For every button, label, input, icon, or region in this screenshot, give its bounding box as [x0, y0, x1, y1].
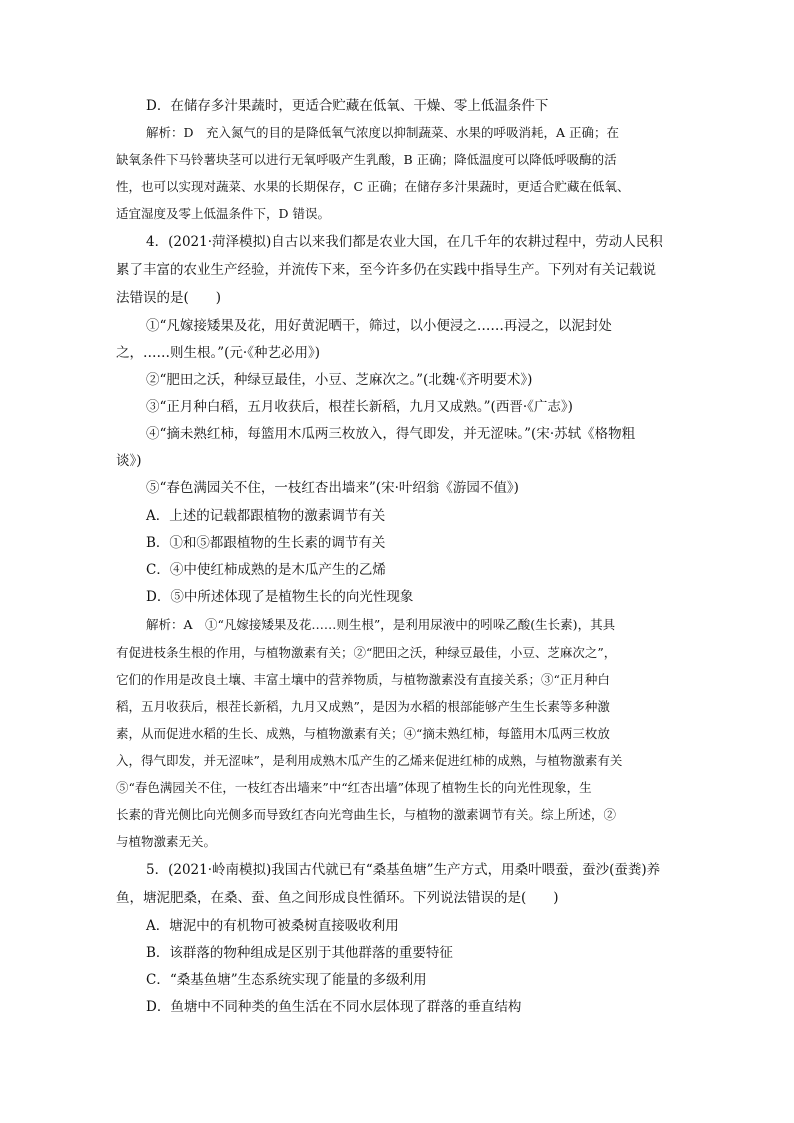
option-d-q3: D．在储存多汁果蔬时，更适合贮藏在低氧、干燥、零上低温条件下 [146, 98, 549, 114]
answer-q4-line-8: 长素的背光侧比向光侧多而导致红杏向光弯曲生长，与植物的激素调节有关。综上所述，② [116, 807, 617, 822]
question-5-stem-line-2: 鱼，塘泥肥桑，在桑、蚕、鱼之间形成良性循环。下列说法错误的是( ) [116, 890, 559, 906]
answer-q4-line-7: ⑤“春色满园关不住，一枝红杏出墙来”中“红杏出墙”体现了植物生长的向光性现象，生 [116, 780, 592, 795]
quote-4-line-2: 谈》) [116, 453, 142, 469]
answer-q4-line-5: 素，从而促进水稻的生长、成熟，与植物激素有关；④“摘未熟红柿，每篮用木瓜两三枚放 [116, 726, 610, 741]
quote-3: ③“正月种白稻，五月收获后，根茬长新稻，九月又成熟。”(西晋·《广志》) [146, 399, 573, 415]
answer-q4-line-6: 入，得气即发，并无涩味”，是利用成熟木瓜产生的乙烯来促进红柿的成熟，与植物激素有关 [116, 753, 623, 768]
option-b-q4: B．①和⑤都跟植物的生长素的调节有关 [146, 535, 386, 551]
quote-5: ⑤“春色满园关不住，一枝红杏出墙来”(宋·叶绍翁《游园不值》) [146, 480, 519, 496]
answer-q3-line-1: 解析：D 充入氮气的目的是降低氧气浓度以抑制蔬菜、水果的呼吸消耗，A 正确；在 [146, 125, 620, 140]
question-4-stem-line-3: 法错误的是( ) [116, 290, 222, 306]
quote-1-line-1: ①“凡嫁接矮果及花，用好黄泥晒干，筛过，以小便浸之……再浸之，以泥封处 [146, 318, 612, 334]
option-b-q5: B．该群落的物种组成是区别于其他群落的重要特征 [146, 945, 453, 961]
answer-q3-line-4: 适宜湿度及零上低温条件下，D 错误。 [116, 206, 330, 221]
option-c-q4: C．④中使红柿成熟的是木瓜产生的乙烯 [146, 562, 386, 578]
quote-2: ②“肥田之沃，种绿豆最佳，小豆、芝麻次之。”(北魏·《齐明要术》) [146, 372, 533, 388]
quote-1-line-2: 之，……则生根。”(元·《种艺必用》) [116, 345, 320, 361]
answer-q4-line-1: 解析：A ①“凡嫁接矮果及花……则生根”，是利用尿液中的吲哚乙酸(生长素)，其具 [146, 617, 616, 632]
option-d-q4: D．⑤中所述体现了是植物生长的向光性现象 [146, 589, 414, 605]
question-4-stem-line-1: 4．(2021·菏泽模拟)自古以来我们都是农业大国，在几千年的农耕过程中，劳动人民积 [146, 234, 663, 250]
answer-q4-line-4: 稻，五月收获后，根茬长新稻，九月又成熟”，是因为水稻的根部能够产生生长素等多种激 [116, 699, 610, 714]
question-4-stem-line-2: 累了丰富的农业生产经验，并流传下来，至今许多仍在实践中指导生产。下列对有关记载说 [116, 262, 656, 278]
option-a-q4: A．上述的记载都跟植物的激素调节有关 [146, 508, 386, 524]
option-d-q5: D．鱼塘中不同种类的鱼生活在不同水层体现了群落的垂直结构 [146, 999, 522, 1015]
answer-q3-line-3: 性，也可以实现对蔬菜、水果的长期保存，C 正确；在储存多汁果蔬时，更适合贮藏在低氧、 [116, 179, 630, 194]
answer-q4-line-2: 有促进枝条生根的作用，与植物激素有关；②“肥田之沃，种绿豆最佳，小豆、芝麻次之”， [116, 645, 617, 660]
answer-q3-line-2: 缺氧条件下马铃薯块茎可以进行无氧呼吸产生乳酸，B 正确；降低温度可以降低呼吸酶的活 [116, 152, 617, 167]
answer-q4-line-9: 与植物激素无关。 [116, 834, 217, 849]
answer-q4-line-3: 它们的作用是改良土壤、丰富土壤中的营养物质，与植物激素没有直接关系；③“正月种白 [116, 672, 610, 687]
option-a-q5: A．塘泥中的有机物可被桑树直接吸收利用 [146, 918, 399, 934]
option-c-q5: C．“桑基鱼塘”生态系统实现了能量的多级利用 [146, 972, 427, 988]
question-5-stem-line-1: 5．(2021·岭南模拟)我国古代就已有“桑基鱼塘”生产方式，用桑叶喂蚕，蚕沙(蚕粪)养 [146, 862, 661, 878]
quote-4-line-1: ④“摘未熟红柿，每篮用木瓜两三枚放入，得气即发，并无涩味。”(宋·苏轼《格物粗 [146, 426, 636, 442]
